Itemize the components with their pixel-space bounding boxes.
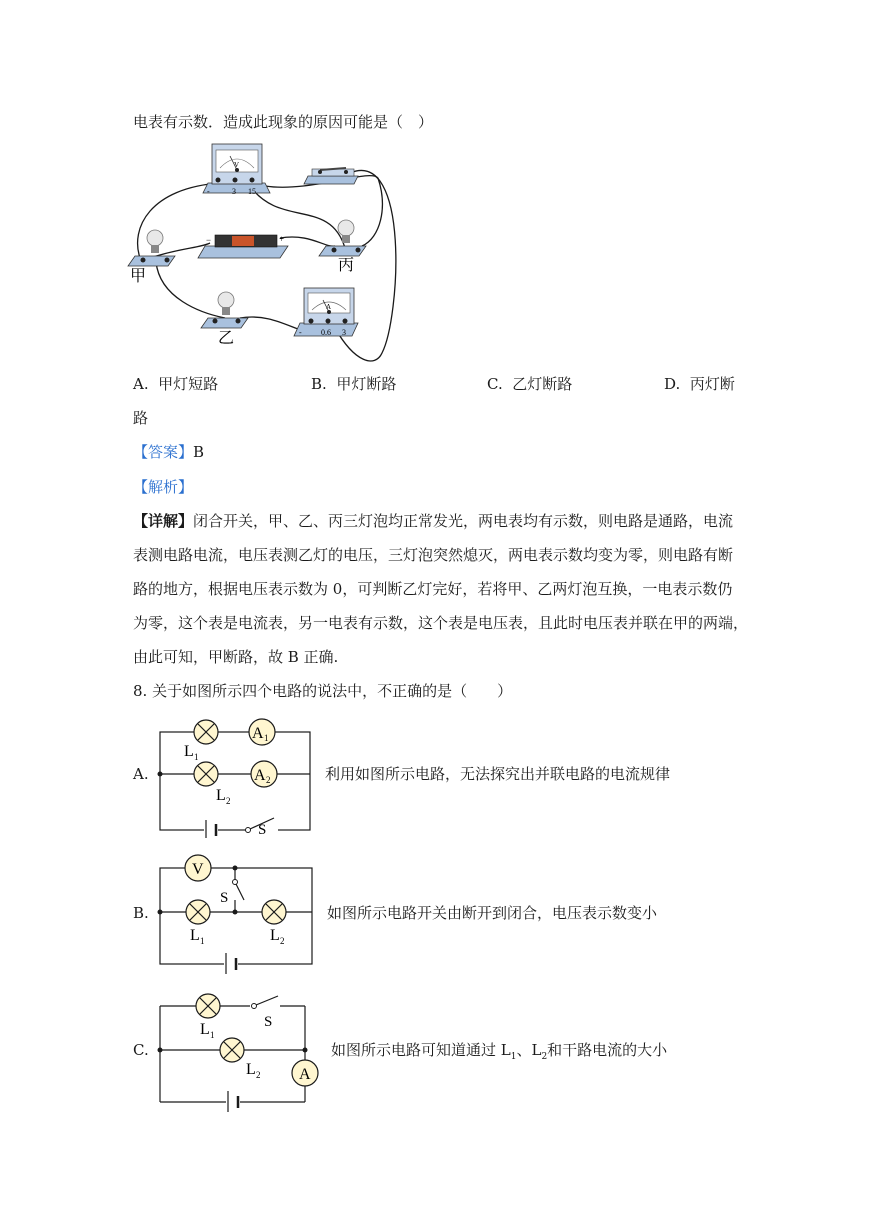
option-b: B. 甲灯断路 xyxy=(311,375,397,393)
ammeter-tick-3: 3 xyxy=(342,328,346,337)
label-a2-sub: 2 xyxy=(266,775,271,785)
label-l2-c: L xyxy=(246,1061,256,1078)
label-l2-b: L xyxy=(270,927,280,944)
voltmeter-tick-15: 15 xyxy=(248,187,256,196)
label-l1-c-sub: 1 xyxy=(210,1030,215,1040)
voltmeter xyxy=(203,144,270,196)
battery xyxy=(198,234,288,258)
answer-line xyxy=(133,442,204,462)
analysis-tag: 【解析】 xyxy=(133,478,194,496)
lamp-l1-b-icon xyxy=(186,900,210,924)
circuit-a xyxy=(150,716,320,838)
voltmeter-letter: V xyxy=(234,161,240,169)
ammeter-tick-06: 0.6 xyxy=(321,328,331,337)
label-bing: 丙 xyxy=(338,257,355,274)
lamp-jia xyxy=(128,230,175,266)
q8-option-c-label: C. xyxy=(133,1041,149,1059)
label-l1-c: L xyxy=(200,1021,210,1038)
detail-tag: 【详解】 xyxy=(133,512,194,530)
label-l2-b-sub: 2 xyxy=(280,936,285,946)
label-v: V xyxy=(192,861,204,878)
label-a1: A xyxy=(252,725,264,742)
answer-value: B xyxy=(193,443,205,461)
label-a-c: A xyxy=(299,1066,311,1083)
option-d: D. 丙灯断 xyxy=(664,375,735,393)
lamp-bing xyxy=(319,220,366,256)
label-s-c: S xyxy=(264,1014,273,1030)
option-d-wrap: 路 xyxy=(133,409,149,427)
ammeter xyxy=(294,288,358,337)
detail-line-5: 由此可知，甲断路，故 B 正确. xyxy=(133,648,339,666)
ammeter-letter: A xyxy=(326,303,332,311)
detail-line-3: 路的地方，根据电压表示数为 0，可判断乙灯完好，若将甲、乙两灯泡互换，一电表示数仍 xyxy=(133,580,733,598)
intro-line: 电表有示数．造成此现象的原因可能是（ ） xyxy=(133,113,434,131)
label-l1-sub: 1 xyxy=(194,752,199,762)
circuit-c xyxy=(150,990,325,1112)
lamp-yi xyxy=(201,292,248,328)
label-l1-b: L xyxy=(190,927,200,944)
option-c: C. 乙灯断路 xyxy=(487,375,573,393)
label-l2-sub: 2 xyxy=(226,796,231,806)
lamp-l2-b-icon xyxy=(262,900,286,924)
detail-line-2: 表测电路电流，电压表测乙灯的电压，三灯泡突然熄灭，两电表示数均变为零，则电路有断 xyxy=(133,546,734,564)
switch xyxy=(304,168,358,184)
lamp-l2-c-icon xyxy=(220,1038,244,1062)
circuit-b xyxy=(150,852,322,974)
label-a2: A xyxy=(254,767,266,784)
label-a1-sub: 1 xyxy=(264,733,269,743)
label-l1-b-sub: 1 xyxy=(200,936,205,946)
q8-option-c-text: 如图所示电路可知道通过 $L_1$、$L_2$和干路电流的大小 xyxy=(331,1041,668,1062)
label-yi: 乙 xyxy=(218,330,235,347)
label-s-a: S xyxy=(258,822,267,838)
label-jia: 甲 xyxy=(130,268,147,285)
voltmeter-tick-3: 3 xyxy=(232,187,236,196)
label-l2-c-sub: 2 xyxy=(256,1070,261,1080)
answer-tag: 【答案】 xyxy=(133,443,194,461)
lamp-l1-c-icon xyxy=(196,994,220,1018)
question-8: 8. 关于如图所示四个电路的说法中，不正确的是（ ） xyxy=(133,682,513,700)
q8-option-a-text: 利用如图所示电路，无法探究出并联电路的电流规律 xyxy=(325,765,671,783)
option-a: A. 甲灯短路 xyxy=(133,375,219,393)
lamp-l2-icon xyxy=(194,762,218,786)
detail-line-4: 为零，这个表是电流表，另一电表有示数，这个表是电压表，且此时电压表并联在甲的两端， xyxy=(133,614,749,632)
label-s-b: S xyxy=(220,890,229,906)
battery-minus: − xyxy=(206,235,212,245)
q8-option-b-label: B. xyxy=(133,904,149,922)
q8-option-a-label: A. xyxy=(133,765,149,783)
label-l2: L xyxy=(216,787,226,804)
battery-plus: + xyxy=(279,234,285,244)
physical-circuit-figure xyxy=(120,138,410,373)
voltmeter-tick-minus: - xyxy=(207,187,210,196)
q8-option-b-text: 如图所示电路开关由断开到闭合，电压表示数变小 xyxy=(327,904,658,922)
lamp-l1-icon xyxy=(194,720,218,744)
label-l1: L xyxy=(184,743,194,760)
detail-line-1: 【详解】闭合开关，甲、乙、丙三灯泡均正常发光，两电表均有示数，则电路是通路，电流 xyxy=(133,512,734,530)
ammeter-tick-minus: - xyxy=(299,328,302,337)
